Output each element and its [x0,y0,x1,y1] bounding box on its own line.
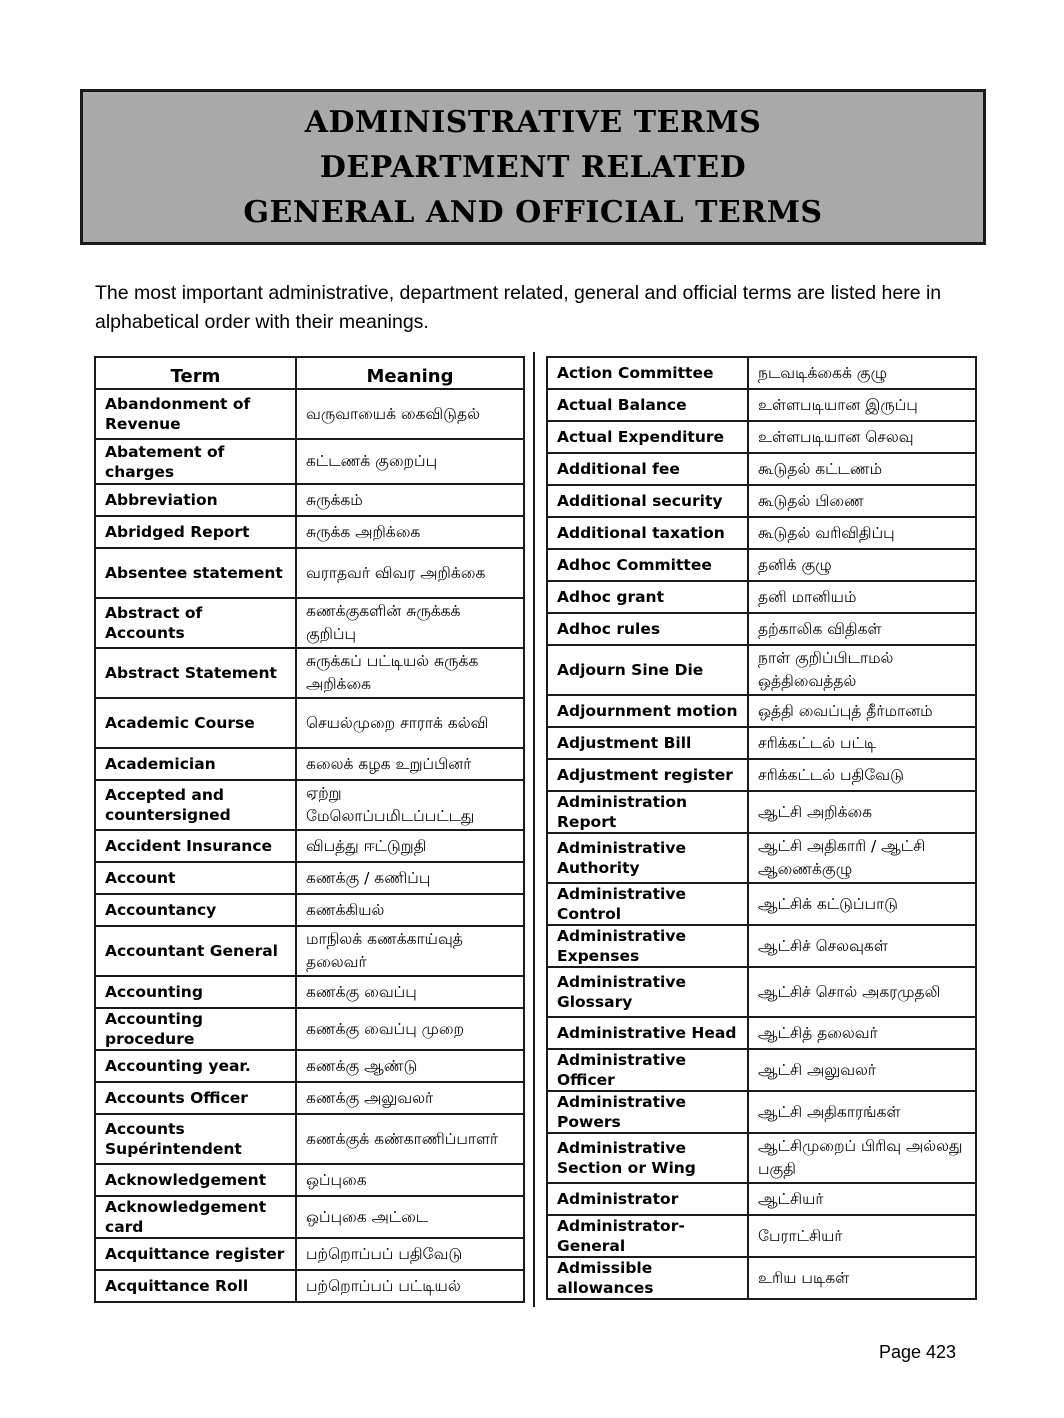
meaning-cell: ஒப்புகை [296,1164,524,1196]
table-row [547,357,976,389]
meaning-cell: விபத்து ஈட்டுறுதி [296,830,524,862]
meaning-cell: ஒப்புகை அட்டை [296,1196,524,1238]
term-cell: Adhoc grant [547,581,748,613]
meaning-cell: சுருக்க அறிக்கை [296,516,524,548]
meaning-cell: வருவாயைக் கைவிடுதல் [296,389,524,439]
term-cell: Administrative Section or Wing [547,1133,748,1183]
page-number: Page 423 [879,1342,957,1362]
term-cell: Administrative Officer [547,1049,748,1091]
table-row [95,830,524,862]
term-cell: Account [95,862,296,894]
title-banner [80,89,986,245]
term-cell: Accounts Supérintendent [95,1114,296,1164]
meaning-cell: ஆட்சியர் [748,1183,976,1215]
term-cell: Acquittance register [95,1238,296,1270]
table-row [547,1215,976,1257]
meaning-cell: கணக்கு ஆண்டு [296,1050,524,1082]
meaning-cell: கூடுதல் பிணை [748,485,976,517]
meaning-cell: வராதவர் விவர அறிக்கை [296,548,524,598]
table-row [547,1049,976,1091]
term-cell: Actual Balance [547,389,748,421]
meaning-cell: சரிக்கட்டல் பட்டி [748,727,976,759]
table-row [547,645,976,695]
term-cell: Additional fee [547,453,748,485]
title-line-1: ADMINISTRATIVE TERMS [304,104,762,140]
meaning-column-header: Meaning [296,357,524,389]
table-row [95,389,524,439]
meaning-cell: கணக்கு வைப்பு [296,976,524,1008]
term-cell: Academician [95,748,296,780]
term-cell: Administrative Head [547,1017,748,1049]
term-cell: Administrative Expenses [547,925,748,967]
term-cell: Academic Course [95,698,296,748]
meaning-cell: தனி மானியம் [748,581,976,613]
table-row [95,484,524,516]
table-row [95,1114,524,1164]
term-cell: Acknowledgement [95,1164,296,1196]
term-cell: Adjournment motion [547,695,748,727]
table-row [95,548,524,598]
table-row [95,1238,524,1270]
table-row [547,485,976,517]
term-cell: Administrator [547,1183,748,1215]
term-cell: Abstract Statement [95,648,296,698]
term-cell: Administrator-General [547,1215,748,1257]
table-row [547,833,976,883]
term-cell: Abridged Report [95,516,296,548]
term-cell: Action Committee [547,357,748,389]
term-cell: Adhoc rules [547,613,748,645]
table-row [547,1183,976,1215]
table-row [95,780,524,830]
intro-paragraph: The most important administrative, department related, general and official terms are listed here in alphabetical order with their meanings. [95,282,942,333]
term-cell: Absentee statement [95,548,296,598]
table-row [547,1257,976,1299]
table-row [547,727,976,759]
table-row [547,389,976,421]
meaning-cell: ஒத்தி வைப்புத் தீர்மானம் [748,695,976,727]
left-terms-table [94,356,525,1303]
meaning-cell: உள்ளபடியான இருப்பு [748,389,976,421]
term-cell: Accounting year. [95,1050,296,1082]
table-row [95,894,524,926]
meaning-cell: ஆட்சி அலுவலர் [748,1049,976,1091]
meaning-cell: தற்காலிக விதிகள் [748,613,976,645]
meaning-cell: ஆட்சிச் செலவுகள் [748,925,976,967]
table-row [95,976,524,1008]
column-divider [533,352,535,1307]
meaning-cell: கூடுதல் கட்டணம் [748,453,976,485]
meaning-cell: சரிக்கட்டல் பதிவேடு [748,759,976,791]
table-row [547,1091,976,1133]
meaning-cell: கணக்கு வைப்பு முறை [296,1008,524,1050]
table-row [547,421,976,453]
meaning-cell: உரிய படிகள் [748,1257,976,1299]
term-cell: Abandonment of Revenue [95,389,296,439]
term-cell: Accountant General [95,926,296,976]
table-row [95,926,524,976]
term-cell: Accounting [95,976,296,1008]
meaning-cell: ஆட்சி அதிகாரி / ஆட்சி ஆணைக்குழு [748,833,976,883]
term-cell: Accounting procedure [95,1008,296,1050]
meaning-cell: கணக்கியல் [296,894,524,926]
meaning-cell: சுருக்கப் பட்டியல் சுருக்க அறிக்கை [296,648,524,698]
meaning-cell: கணக்கு அலுவலர் [296,1082,524,1114]
title-line-3: GENERAL AND OFFICIAL TERMS [243,194,823,230]
table-row [547,549,976,581]
table-row [95,862,524,894]
term-cell: Accepted and countersigned [95,780,296,830]
meaning-cell: கணக்கு / கணிப்பு [296,862,524,894]
meaning-cell: சுருக்கம் [296,484,524,516]
table-row [547,1133,976,1183]
meaning-cell: கூடுதல் வரிவிதிப்பு [748,517,976,549]
term-cell: Acquittance Roll [95,1270,296,1302]
table-row [95,1082,524,1114]
table-row [95,1008,524,1050]
term-cell: Abbreviation [95,484,296,516]
table-header-row [95,357,524,389]
meaning-cell: மாநிலக் கணக்காய்வுத் தலைவர் [296,926,524,976]
table-row [547,967,976,1017]
meaning-cell: பேராட்சியர் [748,1215,976,1257]
table-row [95,748,524,780]
table-row [95,1050,524,1082]
meaning-cell: ஆட்சித் தலைவர் [748,1017,976,1049]
meaning-cell: கட்டணக் குறைப்பு [296,439,524,484]
table-row [547,883,976,925]
term-cell: Accounts Officer [95,1082,296,1114]
term-cell: Administrative Authority [547,833,748,883]
term-cell: Administrative Powers [547,1091,748,1133]
table-row [95,598,524,648]
term-cell: Accountancy [95,894,296,926]
table-row [547,581,976,613]
term-column-header: Term [95,357,296,389]
term-cell: Accident Insurance [95,830,296,862]
table-row [95,516,524,548]
table-row [547,1017,976,1049]
meaning-cell: தனிக் குழு [748,549,976,581]
table-row [95,698,524,748]
term-cell: Administrative Glossary [547,967,748,1017]
term-cell: Administrative Control [547,883,748,925]
term-cell: Administration Report [547,791,748,833]
term-cell: Abatement of charges [95,439,296,484]
table-row [95,439,524,484]
meaning-cell: பற்றொப்பப் பட்டியல் [296,1270,524,1302]
table-row [547,453,976,485]
title-line-2: DEPARTMENT RELATED [319,149,747,185]
meaning-cell: கலைக் கழக உறுப்பினர் [296,748,524,780]
term-cell: Admissible allowances [547,1257,748,1299]
term-cell: Additional taxation [547,517,748,549]
meaning-cell: ஆட்சி அதிகாரங்கள் [748,1091,976,1133]
meaning-cell: நடவடிக்கைக் குழு [748,357,976,389]
meaning-cell: ஏற்று மேலொப்பமிடப்பட்டது [296,780,524,830]
term-cell: Additional security [547,485,748,517]
meaning-cell: ஆட்சி அறிக்கை [748,791,976,833]
meaning-cell: கணக்குக் கண்காணிப்பாளர் [296,1114,524,1164]
meaning-cell: ஆட்சிக் கட்டுப்பாடு [748,883,976,925]
meaning-cell: கணக்குகளின் சுருக்கக் குறிப்பு [296,598,524,648]
term-cell: Abstract of Accounts [95,598,296,648]
meaning-cell: ஆட்சிச் சொல் அகரமுதலி [748,967,976,1017]
term-cell: Adjourn Sine Die [547,645,748,695]
term-cell: Adjustment register [547,759,748,791]
table-row [95,1270,524,1302]
table-row [95,648,524,698]
meaning-cell: உள்ளபடியான செலவு [748,421,976,453]
table-row [547,613,976,645]
term-cell: Adjustment Bill [547,727,748,759]
table-row [547,695,976,727]
table-row [547,791,976,833]
table-row [95,1196,524,1238]
table-row [547,925,976,967]
table-row [95,1164,524,1196]
meaning-cell: நாள் குறிப்பிடாமல் ஒத்திவைத்தல் [748,645,976,695]
term-cell: Acknowledgement card [95,1196,296,1238]
term-cell: Actual Expenditure [547,421,748,453]
term-cell: Adhoc Committee [547,549,748,581]
table-row [547,517,976,549]
meaning-cell: பற்றொப்பப் பதிவேடு [296,1238,524,1270]
right-terms-table [546,356,977,1300]
meaning-cell: ஆட்சிமுறைப் பிரிவு அல்லது பகுதி [748,1133,976,1183]
meaning-cell: செயல்முறை சாராக் கல்வி [296,698,524,748]
table-row [547,759,976,791]
